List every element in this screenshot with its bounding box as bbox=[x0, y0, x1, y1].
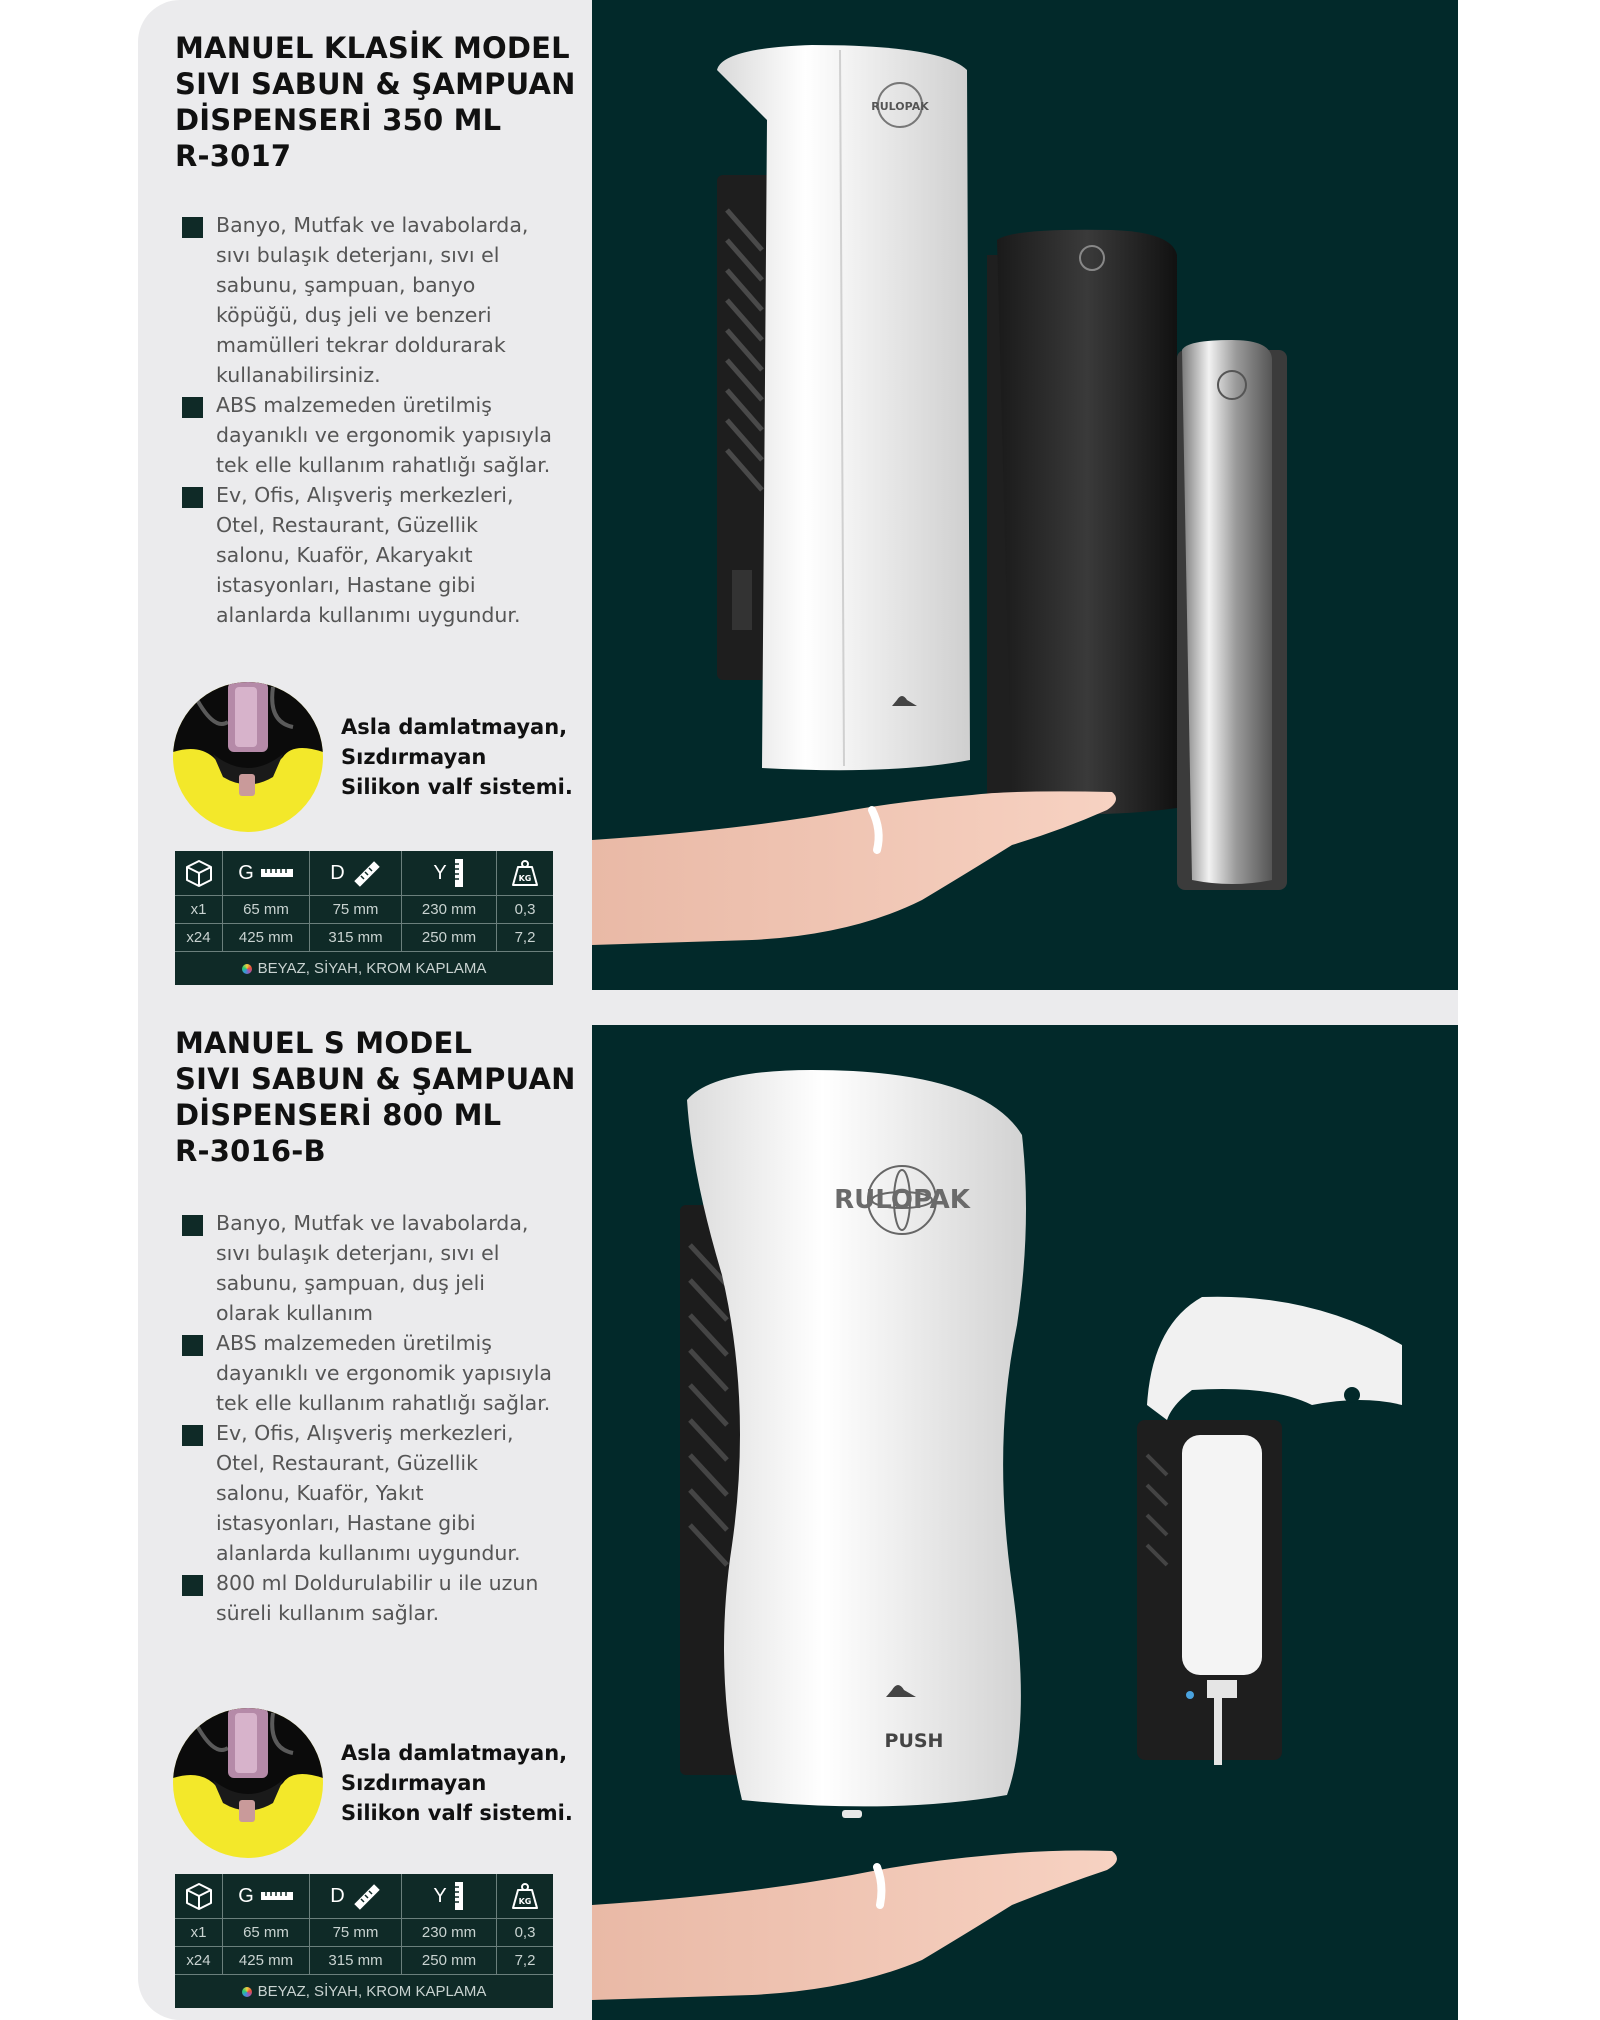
color-options: BEYAZ, SİYAH, KROM KAPLAMA bbox=[175, 1974, 553, 2008]
spec-cell: 0,3 bbox=[496, 896, 553, 923]
color-palette-icon bbox=[242, 1987, 252, 1997]
spec-cell: x24 bbox=[186, 929, 211, 946]
spec-row-single bbox=[175, 1918, 553, 1946]
bullet-square-icon bbox=[182, 1335, 203, 1356]
box-icon bbox=[175, 851, 222, 895]
valve-line: Silikon valf sistemi. bbox=[341, 1801, 573, 1825]
spec-cell: 315 mm bbox=[309, 1947, 401, 1974]
width-ruler-icon bbox=[260, 1889, 294, 1903]
valve-feature-text bbox=[341, 1738, 573, 1828]
spec-cell: x1 bbox=[190, 901, 207, 918]
spec-cell: 75 mm bbox=[309, 896, 401, 923]
bullet-square-icon bbox=[182, 217, 203, 238]
feature-item: Ev, Ofis, Alışveriş merkezleri, Otel, Restaurant, Güzellik salonu, Kuaför, Yakıt istasyonları, Hastane gibi alanlarda kullanımı uygundur. bbox=[182, 1418, 554, 1568]
spec-cell: 0,3 bbox=[496, 1919, 553, 1946]
valve-line: Asla damlatmayan, bbox=[341, 715, 568, 739]
height-ruler-icon bbox=[453, 858, 465, 888]
silicone-valve-image bbox=[173, 1708, 323, 1858]
spec-header-row bbox=[175, 1874, 553, 1918]
width-header: G bbox=[222, 851, 309, 895]
feature-item: Banyo, Mutfak ve lavabolarda, sıvı bulaşık deterjanı, sıvı el sabunu, şampuan, duş jeli olarak kullanım bbox=[182, 1208, 554, 1328]
title-line: MANUEL KLASİK MODEL bbox=[175, 31, 570, 65]
feature-item: Banyo, Mutfak ve lavabolarda, sıvı bulaşık deterjanı, sıvı el sabunu, şampuan, banyo köpüğü, duş jeli ve benzeri mamülleri tekrar doldurarak kullanabilirsiniz. bbox=[182, 210, 554, 390]
spec-cell: 75 mm bbox=[309, 1919, 401, 1946]
product-code: R-3016-B bbox=[175, 1134, 326, 1168]
bullet-square-icon bbox=[182, 1575, 203, 1596]
spec-row-box bbox=[175, 923, 553, 951]
depth-ruler-icon bbox=[351, 1881, 381, 1911]
silicone-valve-image bbox=[173, 682, 323, 832]
feature-item: Ev, Ofis, Alışveriş merkezleri, Otel, Restaurant, Güzellik salonu, Kuaför, Akaryakıt istasyonları, Hastane gibi alanlarda kullanımı uygundur. bbox=[182, 480, 554, 630]
feature-item: ABS malzemeden üretilmiş dayanıklı ve ergonomik yapısıyla tek elle kullanım rahatlığı sağlar. bbox=[182, 1328, 554, 1418]
svg-text:RULOPAK: RULOPAK bbox=[871, 100, 929, 113]
depth-ruler-icon bbox=[351, 858, 381, 888]
valve-feature-text bbox=[341, 712, 573, 802]
valve-line: Asla damlatmayan, bbox=[341, 1741, 568, 1765]
spec-table bbox=[175, 851, 553, 985]
bullet-square-icon bbox=[182, 487, 203, 508]
weight-kg-icon bbox=[496, 851, 553, 895]
spec-row-box bbox=[175, 1946, 553, 1974]
bullet-square-icon bbox=[182, 1215, 203, 1236]
spec-cell: 425 mm bbox=[222, 924, 309, 951]
feature-list bbox=[182, 1208, 554, 1628]
width-ruler-icon bbox=[260, 866, 294, 880]
spec-header-row bbox=[175, 851, 553, 895]
valve-line: Silikon valf sistemi. bbox=[341, 775, 573, 799]
product-section-r3017 bbox=[138, 0, 1458, 990]
valve-line: Sızdırmayan bbox=[341, 745, 487, 769]
bullet-square-icon bbox=[182, 397, 203, 418]
title-line: SIVI SABUN & ŞAMPUAN bbox=[175, 67, 576, 101]
color-options: BEYAZ, SİYAH, KROM KAPLAMA bbox=[175, 951, 553, 985]
product-code: R-3017 bbox=[175, 139, 292, 173]
svg-text:PUSH: PUSH bbox=[884, 1730, 944, 1752]
product-photo bbox=[592, 0, 1458, 990]
title-line: SIVI SABUN & ŞAMPUAN bbox=[175, 1062, 576, 1096]
spec-cell: 230 mm bbox=[401, 1919, 496, 1946]
spec-cell: 250 mm bbox=[401, 924, 496, 951]
height-ruler-icon bbox=[453, 1881, 465, 1911]
feature-item: ABS malzemeden üretilmiş dayanıklı ve ergonomik yapısıyla tek elle kullanım rahatlığı sağlar. bbox=[182, 390, 554, 480]
svg-text:RULOPAK: RULOPAK bbox=[834, 1185, 970, 1215]
title-line: DİSPENSERİ 800 ML bbox=[175, 1098, 502, 1132]
product-section-r3016b bbox=[138, 1025, 1458, 2020]
spec-table bbox=[175, 1874, 553, 2008]
spec-cell: 315 mm bbox=[309, 924, 401, 951]
spec-cell: x1 bbox=[190, 1924, 207, 1941]
spec-cell: 65 mm bbox=[222, 896, 309, 923]
height-header: Y bbox=[401, 1874, 496, 1918]
weight-kg-icon bbox=[496, 1874, 553, 1918]
title-line: MANUEL S MODEL bbox=[175, 1026, 473, 1060]
title-line: DİSPENSERİ 350 ML bbox=[175, 103, 502, 137]
svg-text:KG: KG bbox=[518, 874, 532, 883]
spec-cell: 65 mm bbox=[222, 1919, 309, 1946]
depth-header: D bbox=[309, 851, 401, 895]
svg-text:KG: KG bbox=[518, 1897, 532, 1906]
feature-item: 800 ml Doldurulabilir u ile uzun süreli kullanım sağlar. bbox=[182, 1568, 554, 1628]
valve-line: Sızdırmayan bbox=[341, 1771, 487, 1795]
spec-row-single bbox=[175, 895, 553, 923]
height-header: Y bbox=[401, 851, 496, 895]
spec-cell: 7,2 bbox=[496, 924, 553, 951]
product-title bbox=[175, 30, 576, 174]
spec-cell: 230 mm bbox=[401, 896, 496, 923]
box-icon bbox=[175, 1874, 222, 1918]
spec-cell: 425 mm bbox=[222, 1947, 309, 1974]
spec-cell: 250 mm bbox=[401, 1947, 496, 1974]
product-photo bbox=[592, 1025, 1458, 2020]
width-header: G bbox=[222, 1874, 309, 1918]
spec-cell: x24 bbox=[186, 1952, 211, 1969]
feature-list bbox=[182, 210, 554, 630]
color-palette-icon bbox=[242, 964, 252, 974]
depth-header: D bbox=[309, 1874, 401, 1918]
spec-cell: 7,2 bbox=[496, 1947, 553, 1974]
product-title bbox=[175, 1025, 576, 1169]
bullet-square-icon bbox=[182, 1425, 203, 1446]
